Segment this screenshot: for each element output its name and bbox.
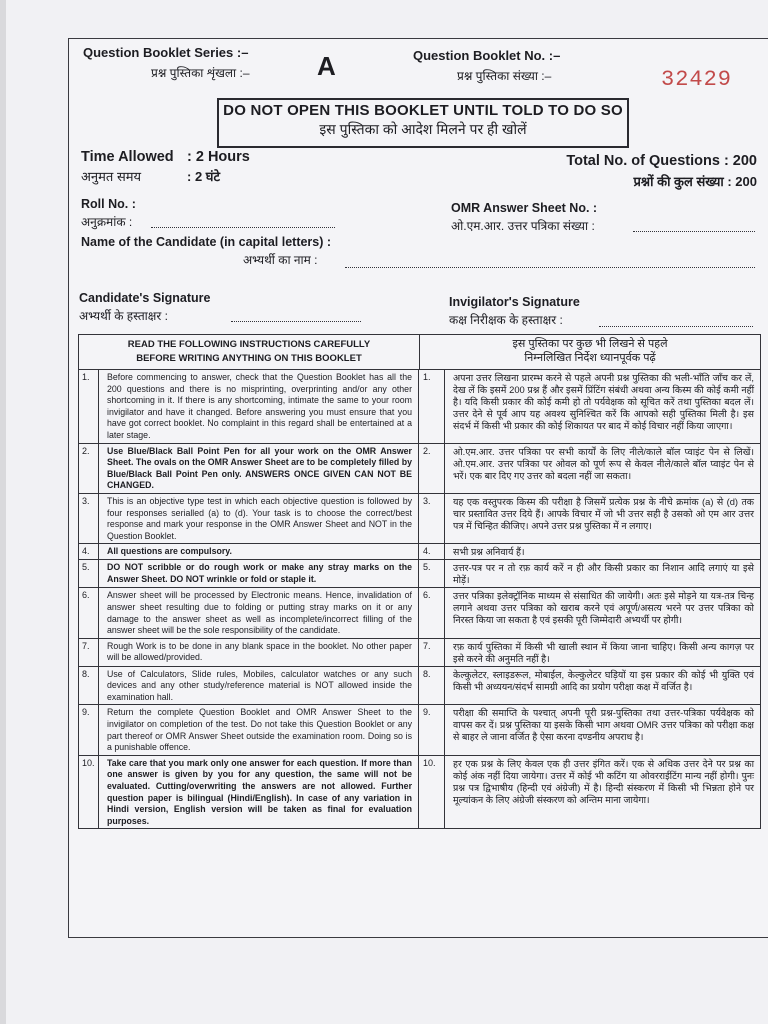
instruction-text-english: Take care that you mark only one answer for each question. If more than one answer is given by you for any question, the same will not be evaluated. Cutting/overwriting the answers are not allowed. Further question paper is bilingual (Hindi/English). In case of any variation in Hindi version, English version will be taken as final for evaluation purposes. [99, 756, 419, 829]
instruction-number: 5. [79, 560, 99, 587]
instruction-row [79, 544, 760, 560]
instruction-number: 8. [79, 667, 99, 705]
instruction-number-hindi-side: 5. [419, 560, 445, 587]
instruction-text-hindi: ओ.एम.आर. उत्तर पत्रिका पर सभी कार्यों के लिए नीले/काले बॉल प्वाइंट पेन से लिखें। ओ.एम.आर. उत्तर पत्रिका पर ओवल को पूर्ण रूप से केवल नीले/काले बॉल प्वाइंट पेन से भरें। एक बार दिए गए उत्तर को बदला नहीं जा सकता। [453, 445, 754, 481]
booklet-no-label-hindi: प्रश्न पुस्तिका संख्या :– [457, 69, 552, 83]
invigilator-signature-label-hindi: कक्ष निरीक्षक के हस्ताक्षर : [449, 313, 563, 327]
omr-no-label-hindi: ओ.एम.आर. उत्तर पत्रिका संख्या : [451, 219, 595, 233]
instruction-number: 10. [79, 756, 99, 829]
invigilator-signature-label: Invigilator's Signature [449, 295, 580, 309]
instruction-text-hindi: उत्तर-पत्र पर न तो रफ़ कार्य करें न ही और किसी प्रकार का निशान आदि लगाएं या इसे मोड़ें। [453, 562, 754, 586]
booklet-no-label: Question Booklet No. :– [413, 48, 561, 63]
instruction-text-english: Use Blue/Black Ball Point Pen for all your work on the OMR Answer Sheet. The ovals on the OMR Answer Sheet are to be completely filled by Blue/Black Ball Point Pen only. ANSWERS ONCE GIVEN CAN NOT BE CHANGED. [99, 444, 419, 493]
instruction-text-english: DO NOT scribble or do rough work or make any stray marks on the Answer Sheet. DO NOT wrinkle or fold or staple it. [99, 560, 419, 587]
series-label: Question Booklet Series :– [83, 45, 249, 60]
instruction-row [79, 639, 760, 667]
notice-english: DO NOT OPEN THIS BOOKLET UNTIL TOLD TO DO SO [223, 102, 623, 119]
instruction-text-english: Rough Work is to be done in any blank space in the booklet. No other paper will be allowed/provided. [99, 639, 419, 666]
instruction-text-hindi: केल्कुलेटर, स्लाइडरूल, मोबाईल, केल्कुलेटर घड़ियों या इस प्रकार की कोई भी युक्ति एवं किसी भी अध्ययन/संदर्भ सामग्री आदि का प्रयोग परीक्षा कक्ष में वर्जित है। [453, 668, 754, 692]
instruction-number: 6. [79, 588, 99, 637]
instruction-text-english: Answer sheet will be processed by Electronic means. Hence, invalidation of answer sheet resulting due to folding or putting stray marks on it or any damage to the answer sheet as well as incomplete/incorrect filling of the answer sheet will be the sole responsibility of the candidate. [99, 588, 419, 637]
booklet-serial-number: 32429 [661, 67, 733, 92]
instruction-number: 9. [79, 705, 99, 754]
instruction-number-hindi-side: 3. [419, 494, 445, 543]
instructions-header-hindi: इस पुस्तिका पर कुछ भी लिखने से पहले निम्नलिखित निर्देश ध्यानपूर्वक पढ़ें [512, 338, 668, 364]
instruction-row [79, 370, 760, 444]
instruction-number-hindi-side: 8. [419, 667, 445, 705]
time-allowed-label-hindi: अनुमत समय [81, 169, 142, 184]
instruction-text-hindi: हर एक प्रश्न के लिए केवल एक ही उत्तर इंगित करें। एक से अधिक उत्तर देने पर प्रश्न का कोई अंक नहीं दिया जायेगा। उत्तर में कोई भी कटिंग या ओवरराईटिंग मान्य नहीं होगी। पुनः प्रश्न पत्र द्विभाषीय (हिन्दी एवं अंग्रेजी) में है। हिन्दी संस्करण में किसी भी भिन्नता होने पर मूल्यांकन के लिए अंग्रेजी संस्करण को अन्तिम माना जायेगा। [453, 757, 754, 805]
instruction-row [79, 494, 760, 544]
roll-no-label-hindi: अनुक्रमांक : [81, 215, 133, 229]
instruction-text-english: This is an objective type test in which each objective question is followed by four responses serialled (a) to (d). Your task is to choose the correct/best response and mark your response in the OMR Answer Sheet and NOT in the Question Booklet. [99, 494, 419, 543]
do-not-open-notice [217, 98, 629, 148]
instruction-row [79, 444, 760, 494]
candidate-signature-label: Candidate's Signature [79, 291, 211, 305]
instructions-header [79, 335, 760, 370]
roll-no-label: Roll No. : [81, 197, 136, 211]
omr-no-label: OMR Answer Sheet No. : [451, 201, 598, 215]
notice-hindi: इस पुस्तिका को आदेश मिलने पर ही खोलें [319, 121, 527, 137]
instruction-text-hindi: अपना उत्तर लिखना प्रारम्भ करने से पहले अपनी प्रश्न पुस्तिका की भली-भाँति जाँच कर लें, देख लें कि इसमें 200 प्रश्न हैं और इसमें प्रिंटिंग संबंधी अथवा अन्य किस्म की कोई कमी नहीं है। यदि किसी प्रकार की कोई कमी हो तो पर्यवेक्षक को सूचित करें तथा पुस्तिका बदल लें। उत्तर देने से पूर्व आप यह अवश्य सुनिश्चित करें कि आपको सही पुस्तिका मिली है। इस संदर्भ में किसी भी प्रकार की कोई शिकायत पर बाद में कोई विचार नहीं किया जाएगा। [453, 372, 754, 431]
instruction-text-hindi: रफ़ कार्य पुस्तिका में किसी भी खाली स्थान में किया जाना चाहिए। किसी अन्य कागज़ पर इसे करने की अनुमति नहीं है। [453, 640, 754, 664]
total-questions-hindi: प्रश्नों की कुल संख्या : 200 [633, 174, 757, 189]
candidate-signature-label-hindi: अभ्यर्थी के हस्ताक्षर : [79, 309, 168, 323]
roll-no-field[interactable] [151, 217, 335, 228]
candidate-name-field[interactable] [345, 257, 755, 268]
instruction-number-hindi-side: 6. [419, 588, 445, 637]
total-questions: Total No. of Questions : 200 [566, 153, 757, 169]
instruction-number: 1. [79, 370, 99, 443]
instruction-number: 3. [79, 494, 99, 543]
instruction-row [79, 560, 760, 588]
instruction-text-hindi: उत्तर पत्रिका इलेक्ट्रॉनिक माध्यम से संसाधित की जायेगी। अतः इसे मोड़ने या यत्र-तत्र चिन्ह लगाने अथवा उत्तर पत्रिका को खराब करने एवं अपूर्ण/असत्य भरने पर उत्तर पत्रिका को निरस्त किया जा सकता है एवं इसकी पूरी जिम्मेदारी अभ्यर्थी पर होगी। [453, 590, 754, 626]
instruction-text-hindi: सभी प्रश्न अनिवार्य हैं। [453, 546, 525, 558]
instruction-number-hindi-side: 2. [419, 444, 445, 493]
instruction-row [79, 756, 760, 829]
series-label-hindi: प्रश्न पुस्तिका शृंखला :– [151, 66, 250, 80]
time-allowed-value: : 2 Hours [187, 149, 250, 165]
instruction-number-hindi-side: 9. [419, 705, 445, 754]
instruction-text-english: All questions are compulsory. [99, 544, 419, 559]
candidate-name-label: Name of the Candidate (in capital letters) : [81, 235, 332, 249]
instruction-number-hindi-side: 10. [419, 756, 445, 829]
instruction-row [79, 667, 760, 706]
candidate-name-label-hindi: अभ्यर्थी का नाम : [243, 253, 318, 267]
instruction-number: 2. [79, 444, 99, 493]
question-booklet-cover [68, 38, 768, 938]
instruction-number: 4. [79, 544, 99, 559]
instruction-number: 7. [79, 639, 99, 666]
instruction-number-hindi-side: 7. [419, 639, 445, 666]
instructions-header-english: READ THE FOLLOWING INSTRUCTIONS CAREFULLY BEFORE WRITING ANYTHING ON THIS BOOKLET [79, 335, 420, 369]
time-allowed-label: Time Allowed [81, 149, 174, 165]
instruction-text-hindi: परीक्षा की समाप्ति के पश्चात् अपनी पूरी प्रश्न-पुस्तिका तथा उत्तर-पत्रिका पर्यवेक्षक को वापस कर दें। प्रश्न पुस्तिका या इसके किसी भाग अथवा OMR उत्तर पत्रिका को परीक्षा कक्ष से बाहर ले जाना वर्जित है ऐसा करना दण्डनीय अपराध है। [453, 707, 754, 743]
instruction-row [79, 588, 760, 638]
instruction-row [79, 705, 760, 755]
omr-no-field[interactable] [633, 221, 755, 232]
instruction-text-english: Before commencing to answer, check that the Question Booklet has all the 200 questions and there is no misprinting, overprinting and/or any other shortcoming in it. If there is any shortcoming, intimate the same to your room invigilator and have it changed. Before answering you must ensure that you have got correct booklet. No complaint in this regard shall be entertained at a later stage. [99, 370, 419, 443]
instruction-text-english: Use of Calculators, Slide rules, Mobiles, calculator watches or any such devices and any other study/reference material is NOT allowed inside the examination hall. [99, 667, 419, 705]
series-value: A [317, 51, 336, 81]
instruction-number-hindi-side: 1. [419, 370, 445, 443]
instruction-number-hindi-side: 4. [419, 544, 445, 559]
invigilator-signature-field[interactable] [599, 316, 753, 327]
time-allowed-value-hindi: : 2 घंटे [187, 169, 221, 184]
instruction-text-english: Return the complete Question Booklet and OMR Answer Sheet to the invigilator on completion of the test. Do not take this Question Booklet or any part thereof or OMR Answer Sheet outside the examination room. Doing so is a punishable offence. [99, 705, 419, 754]
instructions-table [78, 334, 761, 829]
instruction-text-hindi: यह एक वस्तुपरक किस्म की परीक्षा है जिसमें प्रत्येक प्रश्न के नीचे क्रमांक (a) से (d) तक चार प्रस्तावित उत्तर दिये हैं। आपके विचार में जो भी उत्तर सही है उसको ओ एम आर उत्तर पत्र में चिन्हित कीजिए। अपने उत्तर प्रश्न पुस्तिका में न लगाए। [453, 495, 754, 531]
candidate-signature-field[interactable] [231, 311, 361, 322]
